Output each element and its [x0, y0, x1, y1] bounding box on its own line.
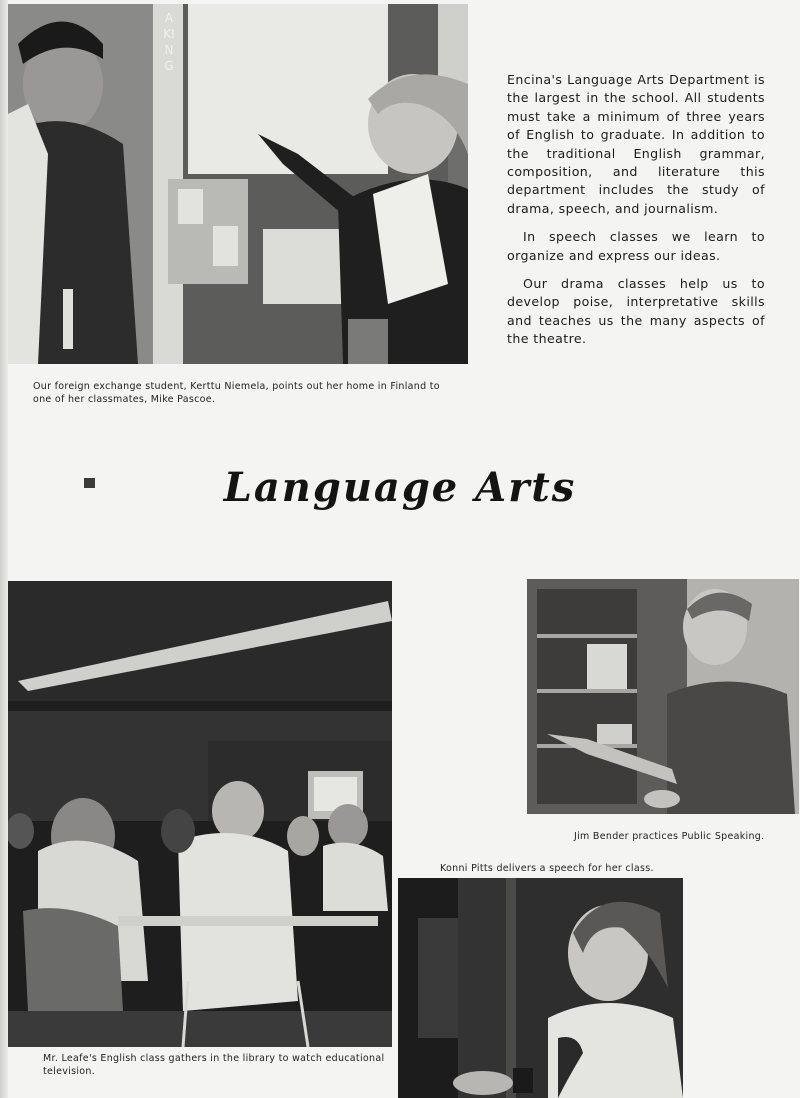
- page-binding-edge: [0, 0, 8, 1098]
- paragraph-3: Our drama classes help us to develop poise, interpretative skills and teaches us the many aspects of the theatre.: [507, 276, 765, 347]
- caption-konni-pitts: Konni Pitts delivers a speech for her class.: [440, 863, 654, 874]
- photo-exchange-student: [8, 4, 468, 364]
- caption-library-class: Mr. Leafe's English class gathers in the library to watch educational television.: [43, 1053, 385, 1077]
- paragraph-1: Encina's Language Arts Department is the largest in the school. All students must take a minimum of three years of English to graduate. In addition to the traditional English grammar, composition, and literature this department includes the study of drama, speech, and journalism.: [507, 72, 765, 216]
- photo-jim-bender: [527, 579, 799, 814]
- department-description: [507, 71, 765, 359]
- section-title: Language Arts: [223, 464, 577, 511]
- photo-library-class: [8, 581, 392, 1047]
- caption-jim-bender: Jim Bender practices Public Speaking.: [574, 831, 765, 842]
- paragraph-2: In speech classes we learn to organize and express our ideas.: [507, 229, 765, 263]
- photo-konni-pitts: [398, 878, 683, 1098]
- caption-exchange-student: Our foreign exchange student, Kerttu Niemela, points out her home in Finland to one of her classmates, Mike Pascoe.: [33, 381, 440, 405]
- banner-text: AKING: [163, 11, 175, 73]
